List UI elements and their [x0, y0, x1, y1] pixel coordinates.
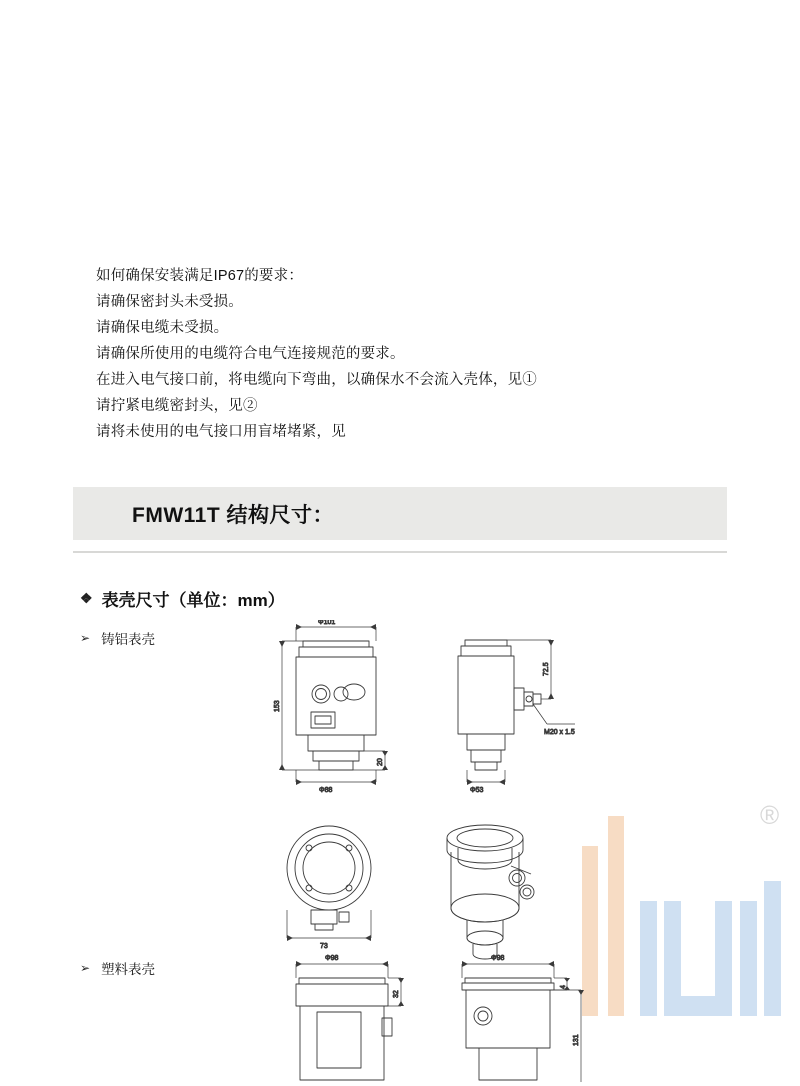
dim-label-plastic-body-height: 131 [573, 1034, 580, 1046]
dim-label-cast-height: 153 [274, 700, 281, 712]
drawing-plastic-side [462, 978, 554, 1080]
dim-cast-thread-leader [533, 704, 575, 724]
dim-label-cast-top-width: 73 [320, 943, 328, 950]
intro-line: 请将未使用的电气接口用盲堵堵紧，见 [96, 424, 346, 440]
drawing-cast-top [287, 826, 371, 930]
intro-paragraph [96, 268, 716, 450]
dim-label-cast-side-bottom-diameter: Φ53 [470, 787, 484, 794]
dim-label-cast-top-diameter: Φ101 [318, 620, 336, 626]
dim-label-cast-bottom-diameter: Φ88 [319, 787, 333, 794]
intro-line: 请确保所使用的电缆符合电气连接规范的要求。 [96, 346, 405, 362]
list-item-label: 塑料表壳 [101, 962, 156, 977]
drawing-plastic-front [296, 978, 392, 1080]
dim-label-plastic-front-diameter: Φ98 [325, 955, 339, 962]
subsection-title: 表壳尺寸（单位：mm） [101, 591, 285, 610]
arrow-bullet-icon: ➢ [80, 631, 91, 645]
dim-label-cast-base-height: 20 [377, 758, 384, 766]
dim-label-cast-thread: M20 x 1.5 [544, 729, 575, 736]
section-title: FMW11T 结构尺寸： [132, 503, 335, 527]
dim-label-plastic-cap-height: 32 [393, 990, 400, 998]
dim-cast-top-width [287, 910, 371, 941]
dim-cast-top-diameter [296, 624, 376, 641]
diamond-bullet-icon: ❖ [80, 590, 93, 606]
dim-label-plastic-side-cap: 4 [560, 985, 567, 989]
drawing-cast-isometric [447, 825, 534, 959]
dim-cast-bottom-diameter [296, 770, 376, 785]
drawing-cast-side [458, 640, 541, 770]
dim-cast-side-bottom-diameter [467, 770, 505, 785]
list-item-plastic-housing [80, 958, 155, 978]
list-item-label: 铸铝表壳 [101, 632, 156, 647]
dimension-drawings [255, 620, 675, 1086]
arrow-bullet-icon: ➢ [80, 961, 91, 975]
subsection-heading [80, 586, 285, 611]
intro-line: 请确保密封头未受损。 [96, 294, 243, 310]
intro-line: 请拧紧电缆密封头，见② [96, 398, 258, 414]
intro-line: 请确保电缆未受损。 [96, 320, 229, 336]
dim-label-plastic-side-diameter: Φ98 [491, 955, 505, 962]
list-item-cast-housing [80, 628, 155, 648]
intro-line: 如何确保安装满足IP67的要求： [96, 268, 304, 284]
intro-line: 在进入电气接口前，将电缆向下弯曲，以确保水不会流入壳体，见① [96, 372, 537, 388]
registered-trademark-icon: ® [760, 800, 780, 830]
dim-plastic-front-diameter [296, 961, 388, 978]
dim-label-cast-side-height: 72.5 [543, 662, 550, 676]
dim-plastic-side-diameter [462, 961, 554, 978]
section-divider [73, 551, 727, 553]
section-banner [73, 487, 727, 540]
